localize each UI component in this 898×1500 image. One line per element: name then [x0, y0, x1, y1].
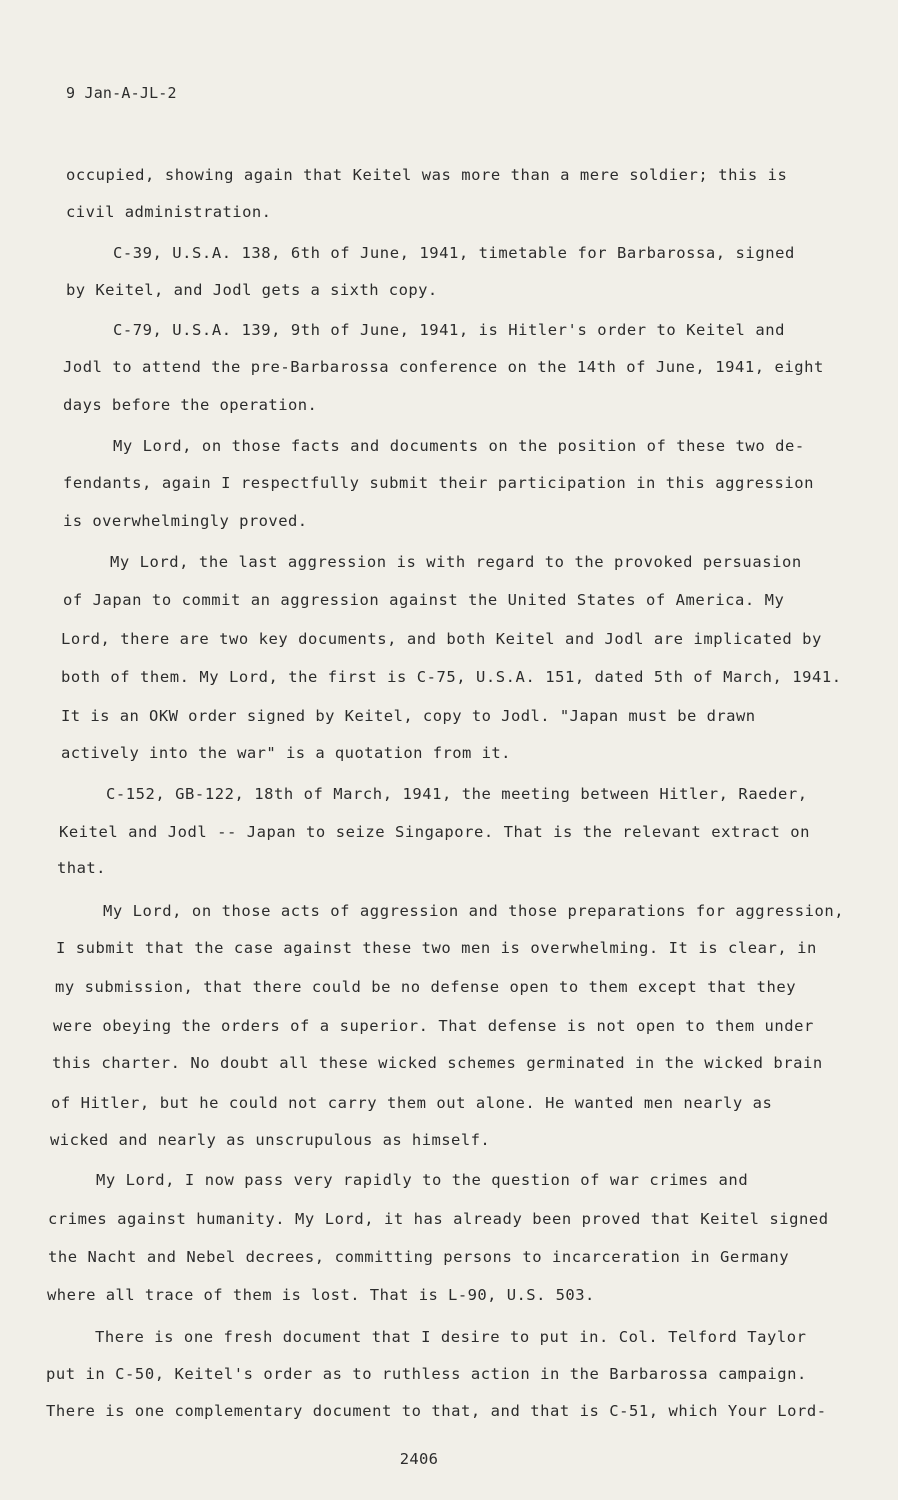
text-line: Keitel and Jodl -- Japan to seize Singapore. That is the relevant extract on: [59, 823, 811, 841]
text-line: fendants, again I respectfully submit their participation in this aggression: [63, 474, 815, 492]
text-line: my submission, that there could be no defense open to them except that they: [55, 978, 797, 996]
text-line: I submit that the case against these two men is overwhelming. It is clear, in: [56, 939, 817, 957]
text-line: There is one fresh document that I desire to put in. Col. Telford Taylor: [95, 1328, 807, 1346]
text-line: My Lord, on those facts and documents on the position of these two de-: [113, 437, 805, 455]
page-number: 2406: [399, 1450, 439, 1468]
text-line: where all trace of them is lost. That is L-90, U.S. 503.: [47, 1286, 595, 1304]
text-line: of Hitler, but he could not carry them out alone. He wanted men nearly as: [51, 1094, 773, 1112]
text-line: that.: [57, 859, 106, 877]
text-line: C-152, GB-122, 18th of March, 1941, the meeting between Hitler, Raeder,: [106, 785, 808, 803]
text-line: actively into the war" is a quotation from it.: [61, 744, 511, 762]
text-line: crimes against humanity. My Lord, it has already been proved that Keitel signed: [48, 1210, 829, 1228]
text-line: It is an OKW order signed by Keitel, copy to Jodl. "Japan must be drawn: [61, 707, 756, 725]
text-line: Lord, there are two key documents, and both Keitel and Jodl are implicated by: [61, 630, 822, 648]
text-line: is overwhelmingly proved.: [63, 512, 308, 530]
text-line: civil administration.: [66, 203, 272, 221]
text-line: C-79, U.S.A. 139, 9th of June, 1941, is Hitler's order to Keitel and: [113, 321, 785, 339]
text-line: My Lord, the last aggression is with regard to the provoked persuasion: [110, 553, 802, 571]
text-line: wicked and nearly as unscrupulous as himself.: [50, 1131, 491, 1149]
text-line: occupied, showing again that Keitel was more than a mere soldier; this is: [66, 166, 788, 184]
text-line: of Japan to commit an aggression against the United States of America. My: [63, 591, 785, 609]
text-line: There is one complementary document to that, and that is C-51, which Your Lord-: [46, 1402, 827, 1420]
text-line: were obeying the orders of a superior. That defense is not open to them under: [53, 1017, 814, 1035]
document-header: 9 Jan-A-JL-2: [66, 84, 177, 102]
text-line: this charter. No doubt all these wicked schemes germinated in the wicked brain: [52, 1054, 823, 1072]
text-line: the Nacht and Nebel decrees, committing persons to incarceration in Germany: [48, 1248, 790, 1266]
text-line: put in C-50, Keitel's order as to ruthless action in the Barbarossa campaign.: [46, 1365, 807, 1383]
text-line: C-39, U.S.A. 138, 6th of June, 1941, timetable for Barbarossa, signed: [113, 244, 795, 262]
text-line: My Lord, on those acts of aggression and those preparations for aggression,: [103, 902, 845, 920]
text-line: both of them. My Lord, the first is C-75, U.S.A. 151, dated 5th of March, 1941.: [61, 668, 842, 686]
text-line: by Keitel, and Jodl gets a sixth copy.: [66, 281, 438, 299]
text-line: Jodl to attend the pre-Barbarossa conference on the 14th of June, 1941, eight: [63, 358, 824, 376]
text-line: days before the operation.: [63, 396, 318, 414]
text-line: My Lord, I now pass very rapidly to the question of war crimes and: [96, 1171, 749, 1189]
